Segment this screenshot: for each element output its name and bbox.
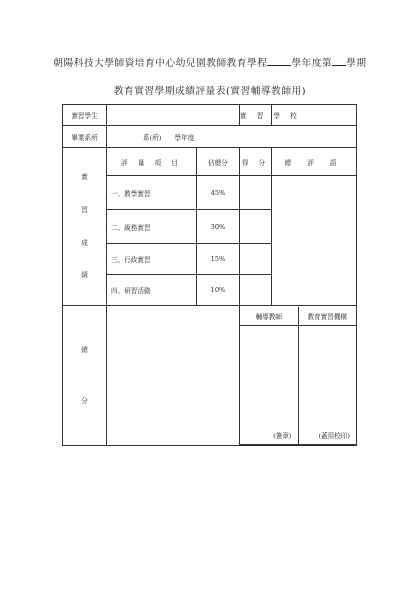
grades-section-label: 實 習 成 績 [63,148,107,306]
evaluation-form-table [62,104,357,446]
mentor-signature-field[interactable] [240,326,298,444]
grade-item-name: 一、教學實習 [107,176,197,210]
total-score-label: 總 分 [63,306,107,446]
grade-item-name: 四、研習活動 [107,275,197,306]
institution-seal-note: (蓋用校印) [318,432,350,440]
title-part-program: 朝陽科技大學師資培育中心幼兒園教師教育學程 [53,58,268,69]
weight-header: 佔總分 [197,148,240,176]
semester-blank [332,56,346,66]
department-field[interactable]: 系(所) 學年度 [107,126,357,148]
grade-item-score-field[interactable] [240,176,272,210]
title-part-semester: 學期 [346,58,367,69]
mentor-label: 輔導教師 [240,307,298,325]
comment-field[interactable] [272,176,357,306]
grade-item-weight: 10% [197,275,240,306]
institution-seal-field[interactable] [298,326,356,444]
grade-item-weight: 45% [197,176,240,210]
score-header: 得 分 [240,148,272,176]
total-score-field[interactable] [107,306,240,446]
title-part-year: 學年度第 [291,58,333,69]
grade-item-score-field[interactable] [240,275,272,306]
student-label: 實習學生 [63,105,107,126]
comment-header: 總 評 語 [272,148,357,176]
document-subtitle: 教育實習學期成績評量表(實習輔導教師用) [113,86,307,97]
academic-year-blank [267,56,291,66]
grade-item-weight: 30% [197,210,240,244]
mentor-sign-note: (簽章) [273,432,292,440]
school-label: 實 習 學 校 [240,105,272,126]
student-name-field[interactable] [107,105,240,126]
institution-label: 教育實習機構 [307,312,348,321]
department-label: 畢業系所 [63,126,107,148]
document-title [0,55,420,69]
grade-item-name: 三、行政實習 [107,244,197,275]
grade-item-weight: 15% [197,244,240,275]
grade-item-score-field[interactable] [240,244,272,275]
grade-item-name: 二、級務實習 [107,210,197,244]
item-header: 評 量 項 目 [107,148,197,176]
grade-item-score-field[interactable] [240,210,272,244]
